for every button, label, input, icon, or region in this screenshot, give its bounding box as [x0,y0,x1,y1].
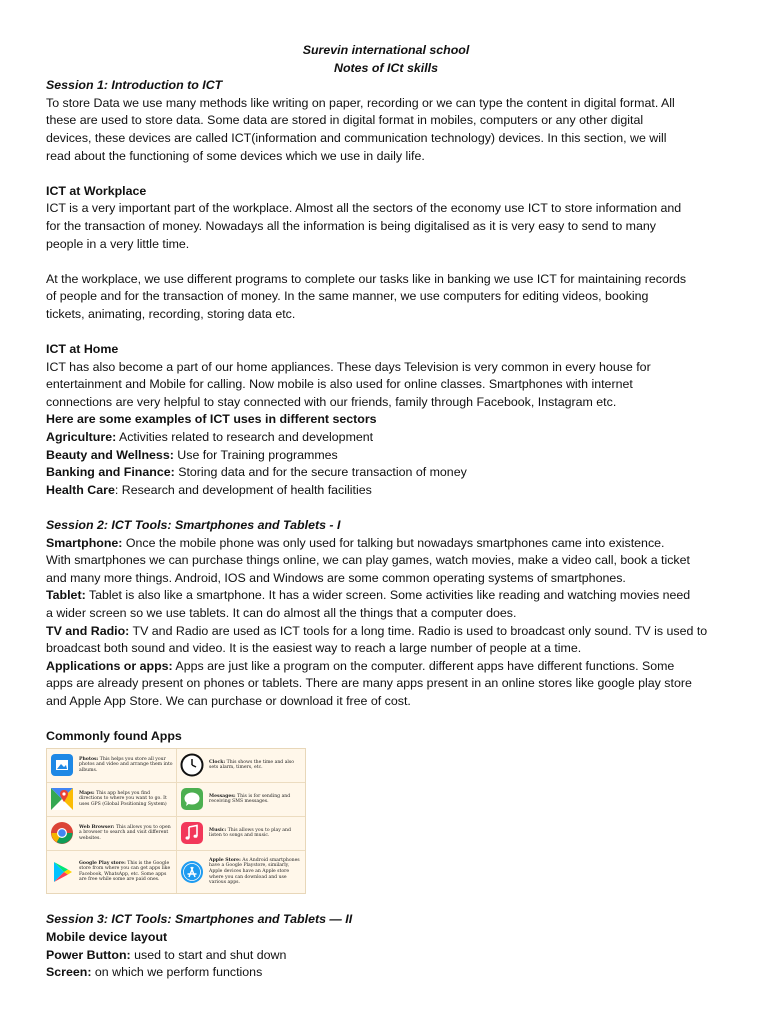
home-heading: ICT at Home [46,342,119,357]
workplace-line: ICT is a very important part of the workplace. Almost all the sectors of the economy use ICT to store information and [46,201,682,216]
tv-radio-line: broadcast both sound and video. It is the easiest way to reach a large number of people at a time. [46,641,582,656]
smartphone-line: Smartphone: Once the mobile phone was only used for talking but nowadays smartphones came into existence. [46,535,665,550]
messages-icon [179,786,205,812]
apps-line: and Apple App Store. We can purchase or download it free of cost. [46,693,411,708]
layout-item: Power Button: used to start and shut down [46,947,287,962]
common-apps-heading: Commonly found Apps [46,729,182,744]
apps-table-row [47,850,305,893]
home-line: connections are very helpful to stay connected with our friends, family through Facebook, Instagram etc. [46,394,617,409]
home-line: entertainment and Mobile for calling. Now mobile is also used for online classes. Smartphones with internet [46,377,633,392]
workplace-line: for the transaction of money. Nowadays all the information is being digitalised as it is very easy to send to many [46,218,656,233]
sector-item: Beauty and Wellness: Use for Training programmes [46,447,338,462]
workplace-line: tickets, animating, recording, storing data etc. [46,306,296,321]
workplace-line: people in a very little time. [46,236,190,251]
sectors-heading: Here are some examples of ICT uses in different sectors [46,412,377,427]
play-store-icon [49,859,75,885]
school-name: Surevin international school [302,43,470,57]
app-store-icon [179,859,205,885]
tablet-line: Tablet: Tablet is also like a smartphone. It has a wider screen. Some activities like reading and watching movies need [46,588,691,603]
session1-intro-line: these are used to store data. Some data are stored in digital format in mobiles, computers or any other digital [46,113,644,128]
music-icon [179,820,205,846]
notes-title: Notes of ICt skills [334,60,438,75]
app-cell: Maps: This app helps you find directions to where you want to go. It uses GPS (Global Positioning System) [47,783,176,816]
document-page [46,42,726,982]
tv-radio-line: TV and Radio: TV and Radio are used as ICT tools for a long time. Radio is used to broadcast only sound. TV is used to [46,623,708,638]
app-cell: Web Browser: This allows you to open a browser to search and visit different websites. [47,817,176,850]
app-cell: Music: This allows you to play and listen to songs and music. [176,817,305,850]
workplace-heading: ICT at Workplace [46,183,147,198]
maps-icon [49,786,75,812]
app-cell: Google Play store: This is the Google store from where you can get apps like Facebook, WhatsApp, etc. Some apps are free while some are paid ones. [47,851,176,893]
chrome-icon [49,820,75,846]
sector-item: Agriculture: Activities related to research and development [46,430,374,445]
smartphone-line: and many more things. Android, IOS and Windows are some common operating systems of smartphones. [46,570,626,585]
mobile-layout-heading: Mobile device layout [46,929,168,944]
session3-heading: Session 3: ICT Tools: Smartphones and Tablets — II [46,912,353,927]
workplace-line: of people and for the transaction of money. In the same manner, we use computers for editing videos, booking [46,289,649,304]
common-apps-table [46,748,306,894]
session1-heading: Session 1: Introduction to ICT [46,78,223,93]
layout-item: Screen: on which we perform functions [46,965,263,980]
sector-item: Banking and Finance: Storing data and for the secure transaction of money [46,465,467,480]
session2-heading: Session 2: ICT Tools: Smartphones and Tablets - I [46,518,341,533]
apps-line: apps are already present on phones or tablets. There are many apps present in an online stores like google play store [46,676,692,691]
photos-icon [49,752,75,778]
clock-icon [179,752,205,778]
session1-intro-line: devices, these devices are called ICT(information and communication technology) devices. In this section, we will [46,130,667,145]
smartphone-line: With smartphones we can purchase things online, we can play games, watch movies, make a video call, book a ticket [46,553,690,568]
app-cell: Apple Store: As Android smartphones have a Google Playstore, similarly, Apple devices have an Apple store where you can download and use various apps. [176,851,305,893]
apps-table-row [47,782,305,816]
apps-table-row [47,816,305,850]
session1-intro-line: To store Data we use many methods like writing on paper, recording or we can type the content in digital format. All [46,95,675,110]
workplace-line: At the workplace, we use different programs to complete our tasks like in banking we use ICT for maintaining records [46,271,687,286]
app-cell: Photos: This helps you store all your photos and video and arrange them into albums. [47,749,176,782]
home-line: ICT has also become a part of our home appliances. These days Television is very common in every house for [46,359,651,374]
apps-line: Applications or apps: Apps are just like a program on the computer. different apps have different functions. Some [46,658,675,673]
app-cell: Messages: This is for sending and receiving SMS messages. [176,783,305,816]
tablet-line: a wider screen so we use tablets. It can do almost all the things that a computer does. [46,606,517,620]
sector-item: Health Care: Research and development of health facilities [46,482,372,497]
app-cell: Clock: This shows the time and also sets alarm, timers, etc. [176,749,305,782]
apps-table-row [47,749,305,782]
session1-intro-line: read about the functioning of some devices which we use in daily life. [46,148,425,163]
